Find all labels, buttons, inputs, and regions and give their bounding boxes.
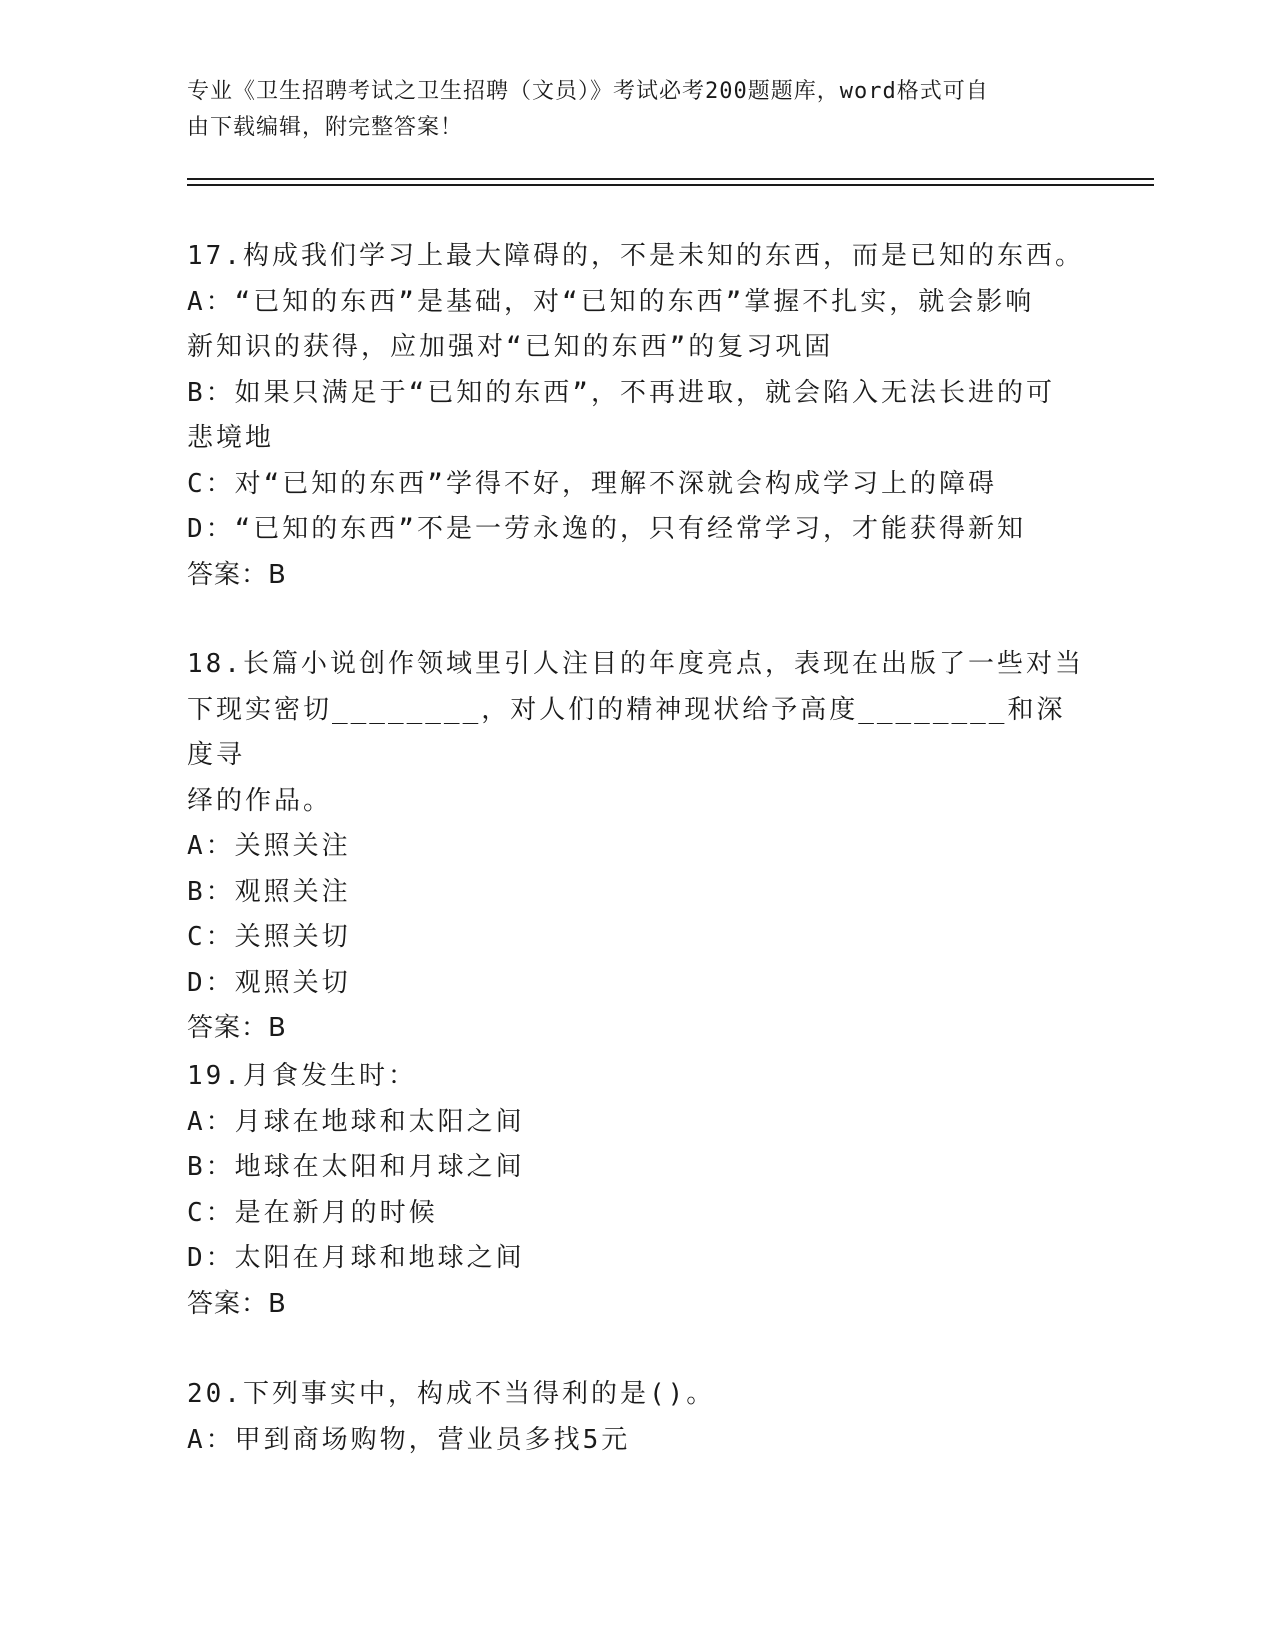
question-18-stem: 18.长篇小说创作领域里引人注目的年度亮点，表现在出版了一些对当 — [187, 649, 1084, 679]
question-17-option-b: B：如果只满足于“已知的东西”，不再进取，就会陷入无法长进的可 — [187, 377, 1055, 408]
question-18-stem-cont-2: 绎的作品。 — [187, 785, 333, 816]
question-19 — [187, 1054, 1087, 1327]
question-17-option-d: D：“已知的东西”不是一劳永逸的，只有经常学习，才能获得新知 — [187, 514, 1026, 544]
question-19-option-c: C：是在新月的时候 — [187, 1197, 438, 1228]
question-18-answer: 答案：B — [187, 1013, 287, 1043]
question-19-answer: 答案：B — [187, 1288, 287, 1319]
header-line-1: 专业《卫生招聘考试之卫生招聘（文员）》考试必考200题题库，word格式可自 — [187, 79, 989, 104]
document-header — [187, 74, 1067, 146]
question-19-option-d: D：太阳在月球和地球之间 — [187, 1243, 525, 1273]
question-17-option-a: A：“已知的东西”是基础，对“已知的东西”掌握不扎实，就会影响 — [187, 286, 1035, 317]
question-18-option-d: D：观照关切 — [187, 967, 351, 998]
header-divider-bottom — [187, 184, 1154, 186]
question-20-stem: 20.下列事实中，构成不当得利的是()。 — [187, 1379, 716, 1409]
question-17-answer: 答案：B — [187, 559, 287, 590]
header-divider-top — [187, 178, 1154, 180]
question-18-stem-cont-1: 下现实密切________，对人们的精神现状给予高度________和深度寻 — [187, 694, 1066, 770]
question-17-option-a-cont: 新知识的获得，应加强对“已知的东西”的复习巩固 — [187, 332, 834, 362]
question-18-option-a: A：关照关注 — [187, 831, 351, 861]
question-20-option-a: A：甲到商场购物，营业员多找5元 — [187, 1424, 631, 1455]
question-20 — [187, 1372, 1087, 1463]
question-19-stem: 19.月食发生时： — [187, 1061, 417, 1091]
question-18-option-c: C：关照关切 — [187, 922, 351, 952]
question-18-option-b: B：观照关注 — [187, 876, 351, 907]
question-17-option-b-cont: 悲境地 — [187, 423, 275, 453]
header-line-2: 由下载编辑，附完整答案！ — [187, 115, 464, 140]
question-19-option-a: A：月球在地球和太阳之间 — [187, 1106, 525, 1137]
question-18 — [187, 642, 1087, 1052]
question-17 — [187, 234, 1087, 598]
question-17-stem: 17.构成我们学习上最大障碍的，不是未知的东西，而是已知的东西。 — [187, 241, 1084, 271]
question-19-option-b: B：地球在太阳和月球之间 — [187, 1152, 525, 1182]
question-17-option-c: C：对“已知的东西”学得不好，理解不深就会构成学习上的障碍 — [187, 468, 997, 499]
